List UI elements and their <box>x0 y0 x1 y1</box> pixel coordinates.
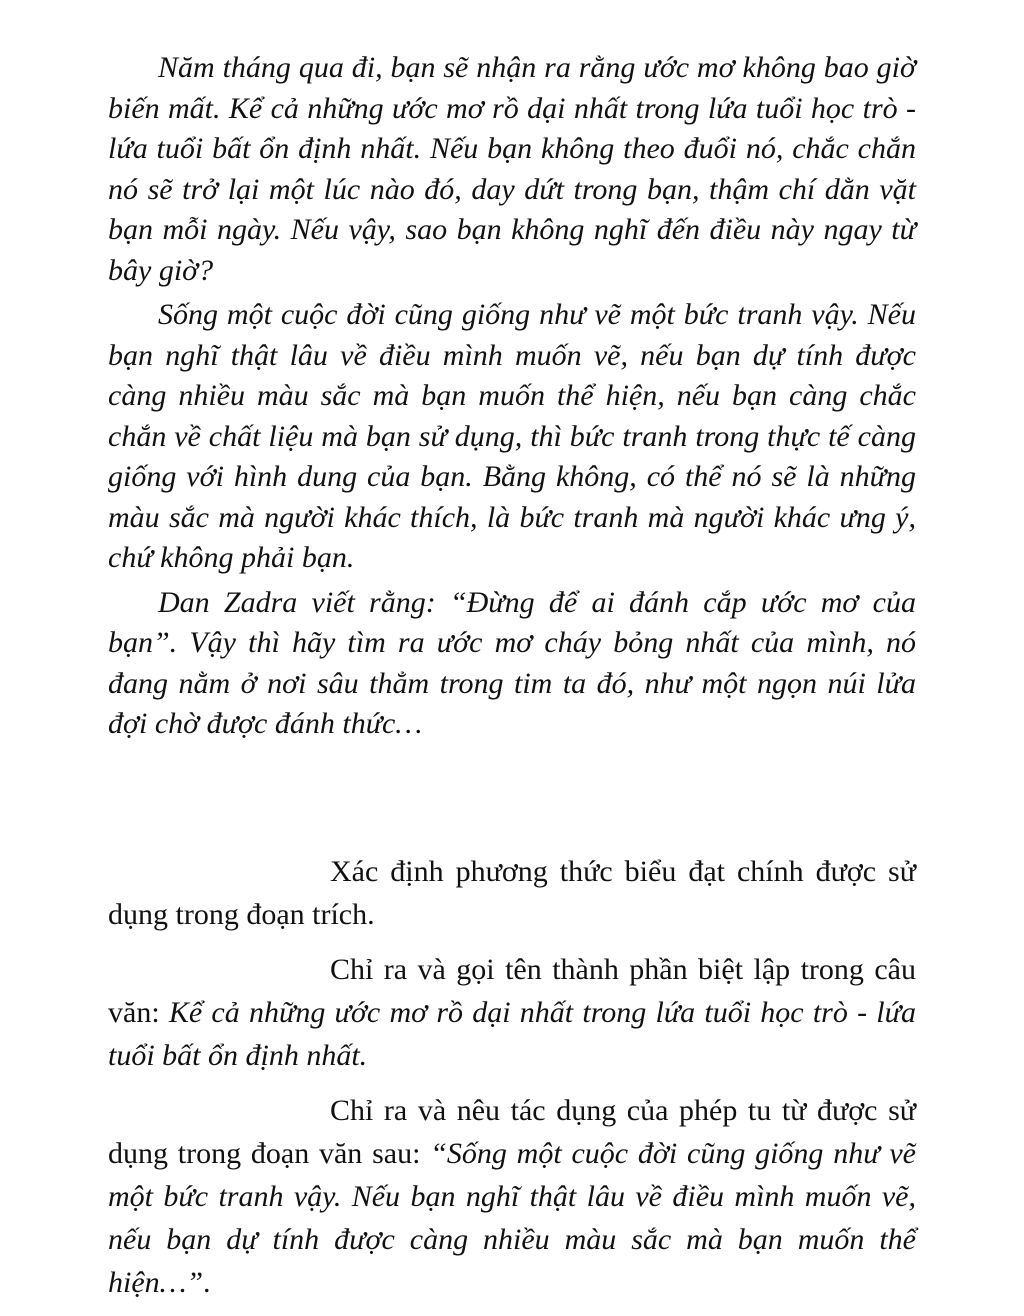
question-3-lead: Chỉ ra và nêu tác dụng của phép tu từ được sử dụng trong đoạn văn sau: <box>108 1094 916 1170</box>
question-1 <box>108 850 916 936</box>
question-2-lead: Chỉ ra và gọi tên thành phần biệt lập trong câu văn: <box>108 953 916 1029</box>
passage-paragraph-2: Sống một cuộc đời cũng giống như vẽ một bức tranh vậy. Nếu bạn nghĩ thật lâu về điều mình muốn vẽ, nếu bạn dự tính được càng nhiều màu sắc mà bạn muốn thể hiện, nếu bạn càng chắc chắn về chất liệu mà bạn sử dụng, thì bức tranh trong thực tế càng giống với hình dung của bạn. Bằng không, có thể nó sẽ là những màu sắc mà người khác thích, là bức tranh mà người khác ưng ý, chứ không phải bạn. <box>108 298 916 574</box>
question-list <box>108 850 916 1316</box>
question-3-tail: . <box>203 1266 211 1299</box>
question-3-quote: “Sống một cuộc đời cũng giống như vẽ một bức tranh vậy. Nếu bạn nghĩ thật lâu về điều mình muốn vẽ, nếu bạn dự tính được càng nhiều màu sắc mà bạn muốn thể hiện…” <box>108 1137 916 1299</box>
question-1-text: Xác định phương thức biểu đạt chính được sử dụng trong đoạn trích. <box>108 855 916 931</box>
question-2 <box>108 948 916 1077</box>
passage-paragraph-1: Năm tháng qua đi, bạn sẽ nhận ra rằng ước mơ không bao giờ biến mất. Kể cả những ước mơ rồ dại nhất trong lứa tuổi học trò - lứa tuổi bất ổn định nhất. Nếu bạn không theo đuổi nó, chắc chắn nó sẽ trở lại một lúc nào đó, day dứt trong bạn, thậm chí dằn vặt bạn mỗi ngày. Nếu vậy, sao bạn không nghĩ đến điều này ngay từ bây giờ? <box>108 51 916 287</box>
question-3 <box>108 1089 916 1304</box>
question-2-quote: Kể cả những ước mơ rồ dại nhất trong lứa tuổi học trò - lứa tuổi bất ổn định nhất. <box>108 996 916 1072</box>
reading-passage <box>108 48 916 749</box>
passage-paragraph-3: Dan Zadra viết rằng: “Đừng để ai đánh cắp ước mơ của bạn”. Vậy thì hãy tìm ra ước mơ cháy bỏng nhất của mình, nó đang nằm ở nơi sâu thẳm trong tim ta đó, như một ngọn núi lửa đợi chờ được đánh thức… <box>108 585 916 740</box>
